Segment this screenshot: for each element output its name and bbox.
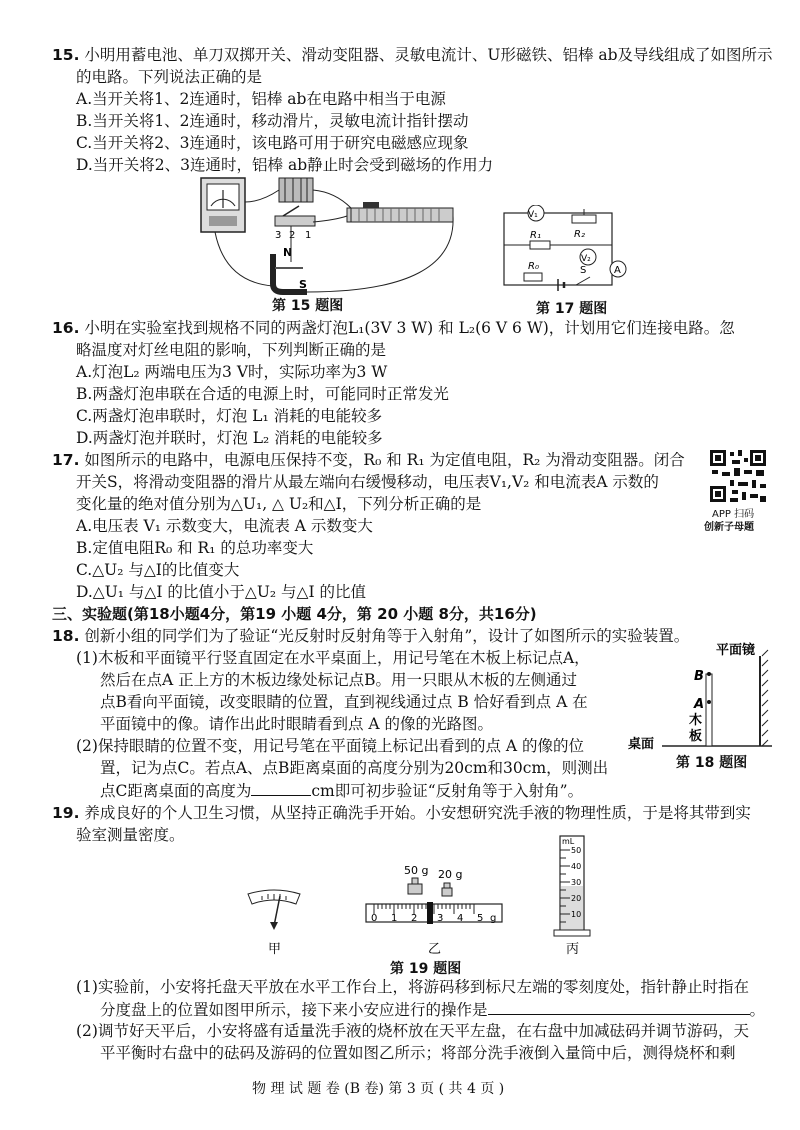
q17-stem1: 如图所示的电路中，电源电压保持不变，R₀ 和 R₁ 为定值电阻，R₂ 为滑动变阻器。闭合 (84, 451, 685, 469)
q18-part1-line1: (1)木板和平面镜平行竖直固定在水平桌面上，用记号笔在木板上标记点A， (76, 649, 590, 667)
q19-cyl-tick-30: 30 (571, 878, 582, 887)
q15-option-c: C.当开关将2、3连通时，该电路可用于研究电磁感应现象 (76, 134, 469, 152)
q19-stem-line1 (52, 802, 751, 824)
q19-part2-line2: 平平衡时右盘中的砝码及游码的位置如图乙所示；将部分洗手液倒入量筒中后，测得烧杯和剩 (100, 1044, 736, 1062)
page-footer: 物 理 试 题 卷 (B 卷) 第 3 页 ( 共 4 页 ) (252, 1081, 505, 1097)
q19-ruler-tick-4: 4 (457, 913, 464, 924)
q19-ruler-tick-1: 1 (391, 913, 398, 924)
q17-stem2: 开关S，将滑动变阻器的滑片从最左端向右缓慢移动，电压表V₁,V₂ 和电流表A 示数的 (76, 473, 659, 491)
q19-stem1: 养成良好的个人卫生习惯，从坚持正确洗手开始。小安想研究洗手液的物理性质，于是将其带到实 (84, 804, 751, 822)
q19-cyl-tick-20: 20 (571, 894, 582, 903)
q15-stem2: 的电路。下列说法正确的是 (76, 68, 263, 86)
q18-stem: 创新小组的同学们为了验证“光反射时反射角等于入射角”，设计了如图所示的实验装置。 (84, 627, 690, 645)
q15-option-a: A.当开关将1、2连通时，铝棒 ab在电路中相当于电源 (76, 90, 446, 108)
q18-desk-label: 桌面 (628, 737, 655, 752)
q15-stem1: 小明用蓄电池、单刀双掷开关、滑动变阻器、灵敏电流计、U形磁铁、铝棒 ab及导线组成了如图所示 (84, 46, 773, 64)
q19-part1-line1: (1)实验前，小安将托盘天平放在水平工作台上，将游码移到标尺左端的零刻度处，指针静止时指在 (76, 978, 749, 996)
q19-stem2: 验室测量密度。 (76, 826, 185, 844)
q17-number: 17. (52, 451, 80, 469)
q16-stem-line1 (52, 317, 735, 339)
qr-label-brand: 创新子母题 (704, 522, 754, 533)
q19-weight-20: 20 g (438, 868, 463, 881)
q17-r1-label: R₁ (530, 230, 541, 241)
q19-figure (240, 826, 600, 956)
q18-mirror-label: 平面镜 (716, 643, 756, 658)
q15-stem-line1 (52, 44, 773, 66)
q15-terminal-3: 3 (275, 230, 282, 241)
qr-label-scan: APP 扫码 (712, 509, 755, 520)
q18-number: 18. (52, 627, 80, 645)
q16-number: 16. (52, 319, 80, 337)
q15-number: 15. (52, 46, 80, 64)
q16-stem2: 略温度对灯丝电阻的影响，下列判断正确的是 (76, 341, 387, 359)
q18-part2-pre: 点C距离桌面的高度为 (100, 782, 252, 800)
q19-part1-line2 (100, 998, 765, 1021)
q16-option-d: D.两盏灯泡并联时，灯泡 L₂ 消耗的电能较多 (76, 429, 383, 447)
q18-part2-line1: (2)保持眼睛的位置不变，用记号笔在平面镜上标记出看到的点 A 的像的位 (76, 737, 585, 755)
q17-option-b: B.定值电阻R₀ 和 R₁ 的总功率变大 (76, 539, 314, 557)
q19-part1-text: 分度盘上的位置如图甲所示，接下来小安应进行的操作是 (100, 1001, 488, 1019)
q19-ruler-unit: g (490, 913, 497, 924)
q17-figure-caption: 第 17 题图 (536, 301, 608, 317)
q15-option-d: D.当开关将2、3连通时，铝棒 ab静止时会受到磁场的作用力 (76, 156, 494, 174)
q17-v1-label: V₁ (528, 210, 538, 220)
q19-part2-line1: (2)调节好天平后，小安将盛有适量洗手液的烧杯放在天平左盘，在右盘中加减砝码并调节游码，天 (76, 1022, 749, 1040)
q19-answer-blank[interactable] (488, 998, 750, 1015)
q19-ruler-tick-3: 3 (437, 913, 444, 924)
q15-circuit-figure (195, 172, 465, 300)
q19-ruler-tick-0: 0 (371, 913, 378, 924)
q18-answer-blank[interactable] (251, 779, 311, 796)
q15-terminal-2: 2 (289, 230, 296, 241)
q17-stem3: 变化量的绝对值分别为△U₁, △ U₂和△I，下列分析正确的是 (76, 495, 482, 513)
q16-option-b: B.两盏灯泡串联在合适的电源上时，可能同时正常发光 (76, 385, 449, 403)
q19-part1-end: 。 (749, 1001, 766, 1019)
q18-figure-caption: 第 18 题图 (676, 755, 748, 771)
q18-stem-line (52, 625, 689, 647)
q16-option-c: C.两盏灯泡串联时，灯泡 L₁ 消耗的电能较多 (76, 407, 383, 425)
section-3-heading: 三、实验题(第18小题4分，第19 小题 4分，第 20 小题 8分，共16分) (52, 605, 537, 623)
q15-terminal-1: 1 (305, 230, 312, 241)
q18-part1-line3: 点B看向平面镜，改变眼睛的位置，直到视线通过点 B 恰好看到点 A 在 (100, 693, 588, 711)
q19-label-jia: 甲 (268, 942, 282, 956)
q18-part2-line3 (100, 779, 583, 802)
q15-magnet-s: S (299, 278, 307, 291)
q17-r0-label: R₀ (528, 261, 539, 272)
q19-number: 19. (52, 804, 80, 822)
q18-board-char2: 板 (689, 729, 703, 744)
q18-part2-line2: 置，记为点C。若点A、点B距离桌面的高度分别为20cm和30cm，则测出 (100, 759, 609, 777)
q17-option-a: A.电压表 V₁ 示数变大，电流表 A 示数变大 (76, 517, 373, 535)
q15-option-b: B.当开关将1、2连通时，移动滑片，灵敏电流计指针摆动 (76, 112, 469, 130)
q19-cyl-tick-10: 10 (571, 910, 582, 919)
q17-option-d: D.△U₁ 与△I 的比值小于△U₂ 与△I 的比值 (76, 583, 366, 601)
q15-magnet-n: N (283, 246, 293, 259)
q19-cyl-tick-40: 40 (571, 862, 582, 871)
q19-cyl-tick-50: 50 (571, 846, 582, 855)
q18-part1-line2: 然后在点A 正上方的木板边缘处标记点B。用一只眼从木板的左侧通过 (100, 671, 578, 689)
q19-figure-caption: 第 19 题图 (390, 961, 462, 977)
q17-r2-label: R₂ (574, 229, 585, 240)
q17-circuit-figure (500, 205, 635, 297)
q16-option-a: A.灯泡L₂ 两端电压为3 V时，实际功率为3 W (76, 363, 388, 381)
q18-point-a: A (694, 697, 705, 712)
q16-stem1: 小明在实验室找到规格不同的两盏灯泡L₁(3V 3 W) 和 L₂(6 V 6 W)，计划用它们连接电路。忽 (84, 319, 735, 337)
q19-ruler-tick-5: 5 (477, 913, 484, 924)
q18-part2-post: cm即可初步验证“反射角等于入射角”。 (311, 782, 584, 800)
q17-stem-line1 (52, 449, 685, 471)
q15-figure-caption: 第 15 题图 (272, 298, 344, 314)
q19-label-yi: 乙 (428, 942, 442, 956)
q19-label-bing: 丙 (566, 942, 580, 956)
q18-point-b: B (694, 669, 704, 684)
qr-code-icon[interactable] (708, 448, 768, 504)
q19-weight-50: 50 g (404, 864, 429, 877)
q17-switch-label: S (580, 265, 587, 276)
q19-cyl-unit: mL (562, 837, 575, 846)
q19-ruler-tick-2: 2 (411, 913, 418, 924)
q18-part1-line4: 平面镜中的像。请作出此时眼睛看到点 A 的像的光路图。 (100, 715, 494, 733)
q18-board-char1: 木 (689, 713, 703, 728)
q17-ammeter-label: A (614, 265, 621, 276)
q17-option-c: C.△U₂ 与△I的比值变大 (76, 561, 240, 579)
q17-v2-label: V₂ (581, 254, 591, 264)
